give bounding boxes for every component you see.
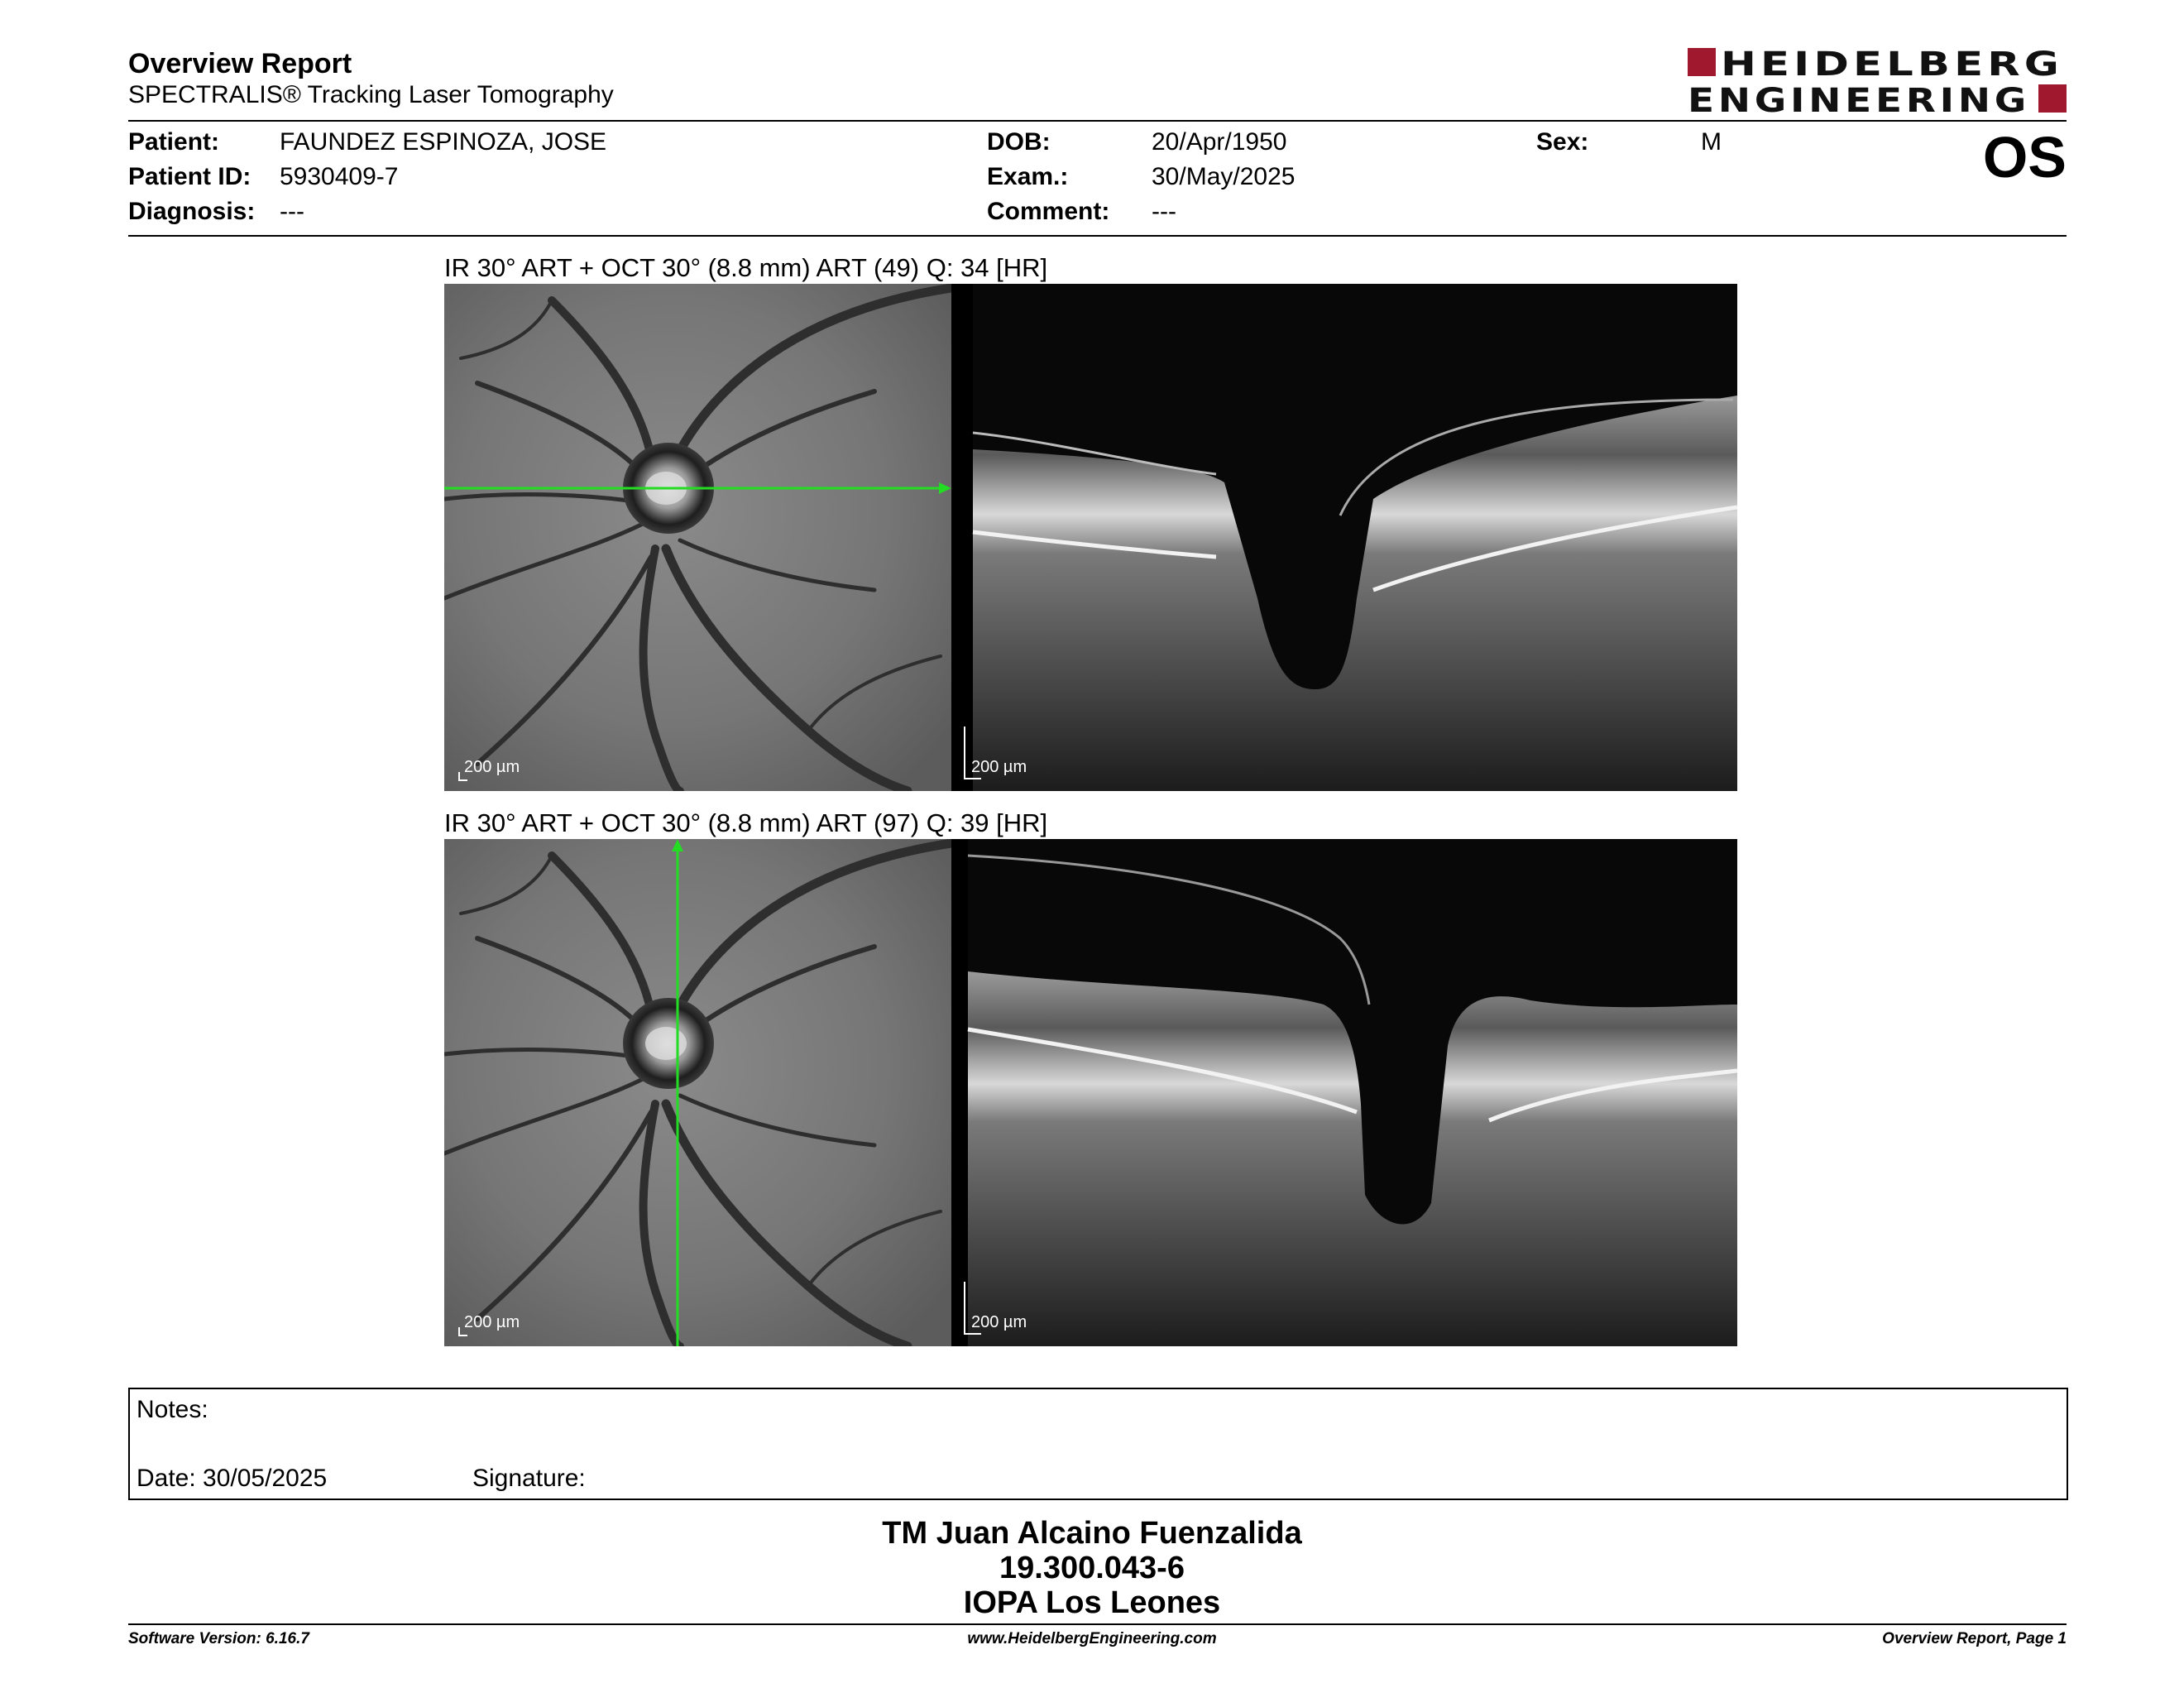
scan-1-ir-scale: 200 µm [464,758,520,776]
patient-value: FAUNDEZ ESPINOZA, JOSE [280,128,607,156]
scan-1-caption: IR 30° ART + OCT 30° (8.8 mm) ART (49) Q: 34 [HR] [444,253,1048,282]
scan-2-caption: IR 30° ART + OCT 30° (8.8 mm) ART (97) Q: 39 [HR] [444,808,1048,837]
diagnosis-label: Diagnosis: [128,198,256,225]
patient-label: Patient: [128,128,220,156]
patient-rule [128,235,2067,237]
footer-software: Software Version: 6.16.7 [128,1630,309,1647]
exam-label: Exam.: [987,163,1069,190]
notes-label: Notes: [136,1396,208,1423]
scan-2-ir-image [444,839,951,1346]
report-title: Overview Report [128,48,352,79]
scan-2-oct-image [951,839,1737,1346]
footer-rule [128,1623,2067,1625]
eye-indicator: OS [1982,125,2067,189]
scan-1-ir-image [444,284,951,791]
notes-date: Date: 30/05/2025 [136,1465,328,1492]
scan-1-oct-image [951,284,1737,791]
sex-label: Sex: [1536,128,1589,156]
footer-website[interactable]: www.HeidelbergEngineering.com [967,1630,1217,1647]
logo-line2: ENGINEERING [1688,82,2030,116]
comment-value: --- [1152,198,1176,225]
notes-box[interactable] [128,1388,2068,1500]
signature-institution: IOPA Los Leones [963,1585,1221,1620]
footer-page: Overview Report, Page 1 [1882,1630,2067,1647]
scan-1-oct-scale: 200 µm [971,758,1027,776]
patient-id-value: 5930409-7 [280,163,399,190]
dob-label: DOB: [987,128,1051,156]
sex-value: M [1701,128,1722,156]
signature-name: TM Juan Alcaino Fuenzalida [882,1516,1302,1551]
notes-signature-label: Signature: [472,1465,586,1492]
header-rule [128,120,2067,122]
scan-2-oct-scale: 200 µm [971,1313,1027,1331]
dob-value: 20/Apr/1950 [1152,128,1287,156]
report-subtitle: SPECTRALIS® Tracking Laser Tomography [128,81,614,108]
scan-2-ir-scale: 200 µm [464,1313,520,1331]
patient-id-label: Patient ID: [128,163,251,190]
signature-rut: 19.300.043-6 [999,1551,1185,1585]
comment-label: Comment: [987,198,1110,225]
heidelberg-logo [1688,46,2067,116]
logo-line1: HEIDELBERG [1721,46,2063,84]
diagnosis-value: --- [280,198,304,225]
exam-value: 30/May/2025 [1152,163,1296,190]
